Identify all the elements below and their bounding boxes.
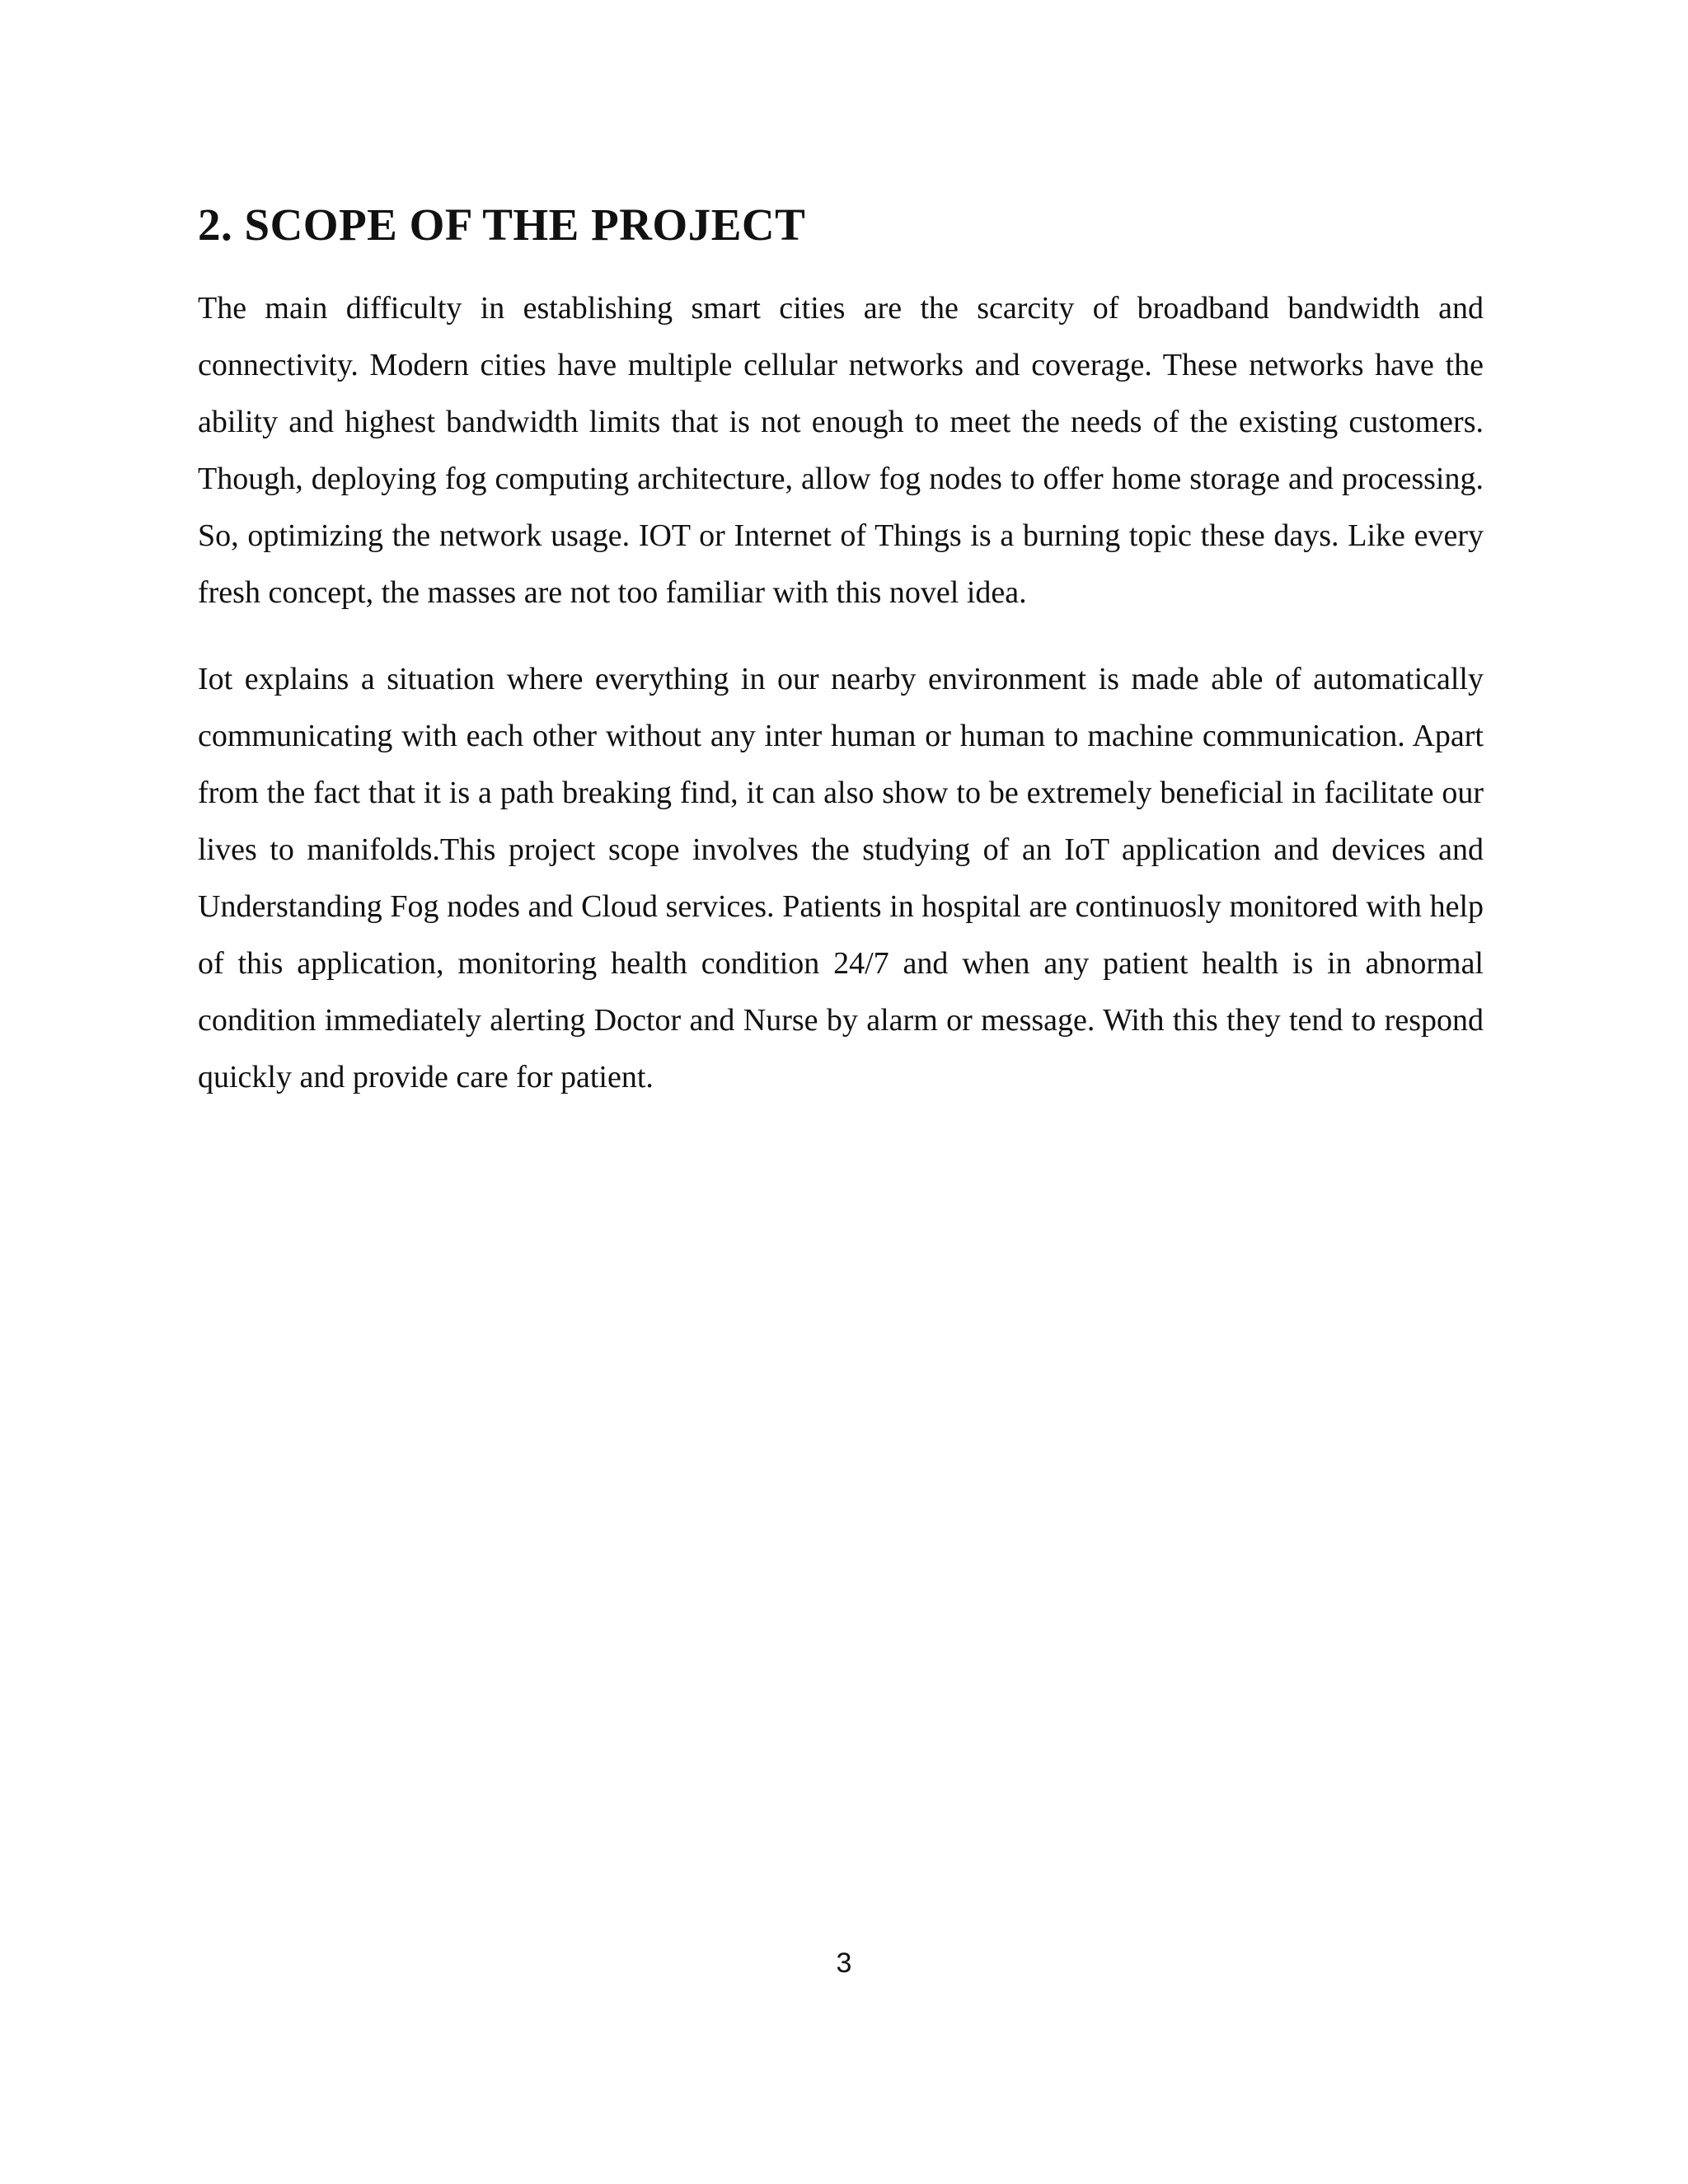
paragraph-2: Iot explains a situation where everything in our nearby environment is made able of automatically communicating with each other without any inter human or human to machine communication. Apart from the fact that it is a path breaking find, it can also show to be extremely beneficial in facilitate our lives to manifolds.This project scope involves the studying of an IoT application and devices and Understanding Fog nodes and Cloud services. Patients in hospital are continuosly monitored with help of this application, monitoring health condition 24/7 and when any patient health is in abnormal condition immediately alerting Doctor and Nurse by alarm or message. With this they tend to respond quickly and provide care for patient. [198, 662, 1484, 1094]
page-content [198, 196, 1484, 1136]
section-heading: 2. SCOPE OF THE PROJECT [198, 199, 806, 250]
paragraph-1: The main difficulty in establishing smart cities are the scarcity of broadband bandwidth and connectivity. Modern cities have multiple cellular networks and coverage. These networks have the ability and highest bandwidth limits that is not enough to meet the needs of the existing customers. Though, deploying fog computing architecture, allow fog nodes to offer home storage and processing. So, optimizing the network usage. IOT or Internet of Things is a burning topic these days. Like every fresh concept, the masses are not too familiar with this novel idea. [198, 291, 1484, 610]
page-number: 3 [836, 1947, 852, 1979]
